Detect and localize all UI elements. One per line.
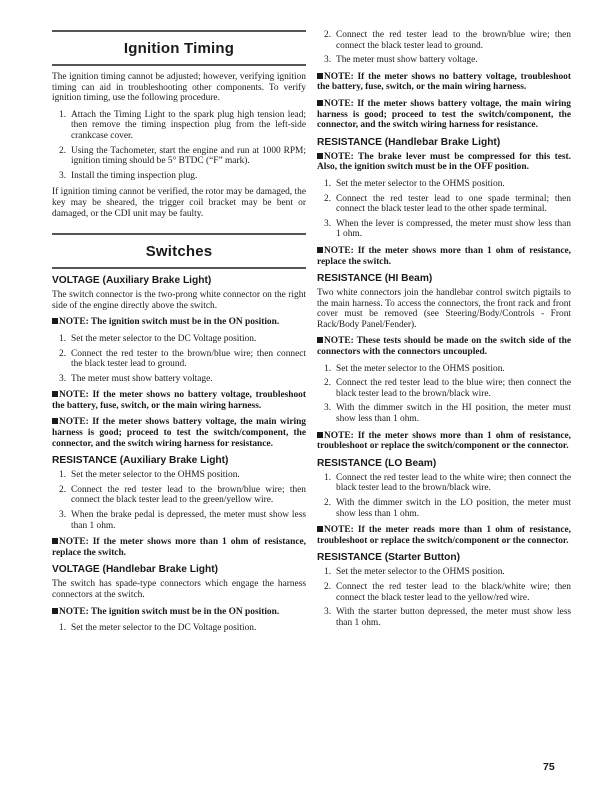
list-item: 3. With the starter button depressed, the meter must show less than 1 ohm. bbox=[324, 607, 571, 628]
voltage-aux-heading: VOLTAGE (Auxiliary Brake Light) bbox=[52, 275, 212, 287]
note: NOTE: These tests should be made on the switch side of the connectors with the connectors uncoupled. bbox=[317, 336, 571, 358]
list-item: 2. Connect the red tester to the brown/blue wire; then connect the black tester lead to ground. bbox=[59, 348, 306, 370]
bullet-square-icon bbox=[52, 418, 58, 424]
note: NOTE: The brake lever must be compressed for this test. Also, the ignition switch must be in the OFF position. bbox=[317, 151, 571, 173]
bullet-square-icon bbox=[52, 608, 58, 614]
list-item: 1. Set the meter selector to the OHMS position. bbox=[324, 567, 505, 578]
ignition-timing-title-box bbox=[52, 30, 306, 66]
list-item: 2. With the dimmer switch in the LO position, the meter must show less than 1 ohm. bbox=[324, 498, 571, 519]
list-item: 1. Set the meter selector to the OHMS position. bbox=[59, 470, 240, 481]
list-item: 2. Using the Tachometer, start the engine and run at 1000 RPM; ignition timing should be 5° BTDC (“F” mark). bbox=[59, 145, 306, 167]
note: NOTE: The ignition switch must be in the ON position. bbox=[52, 607, 306, 618]
bullet-square-icon bbox=[317, 432, 323, 438]
resistance-starter-steps bbox=[317, 567, 571, 628]
bullet-square-icon bbox=[317, 100, 323, 106]
note: NOTE: If the meter reads more than 1 ohm of resistance, troubleshoot or replace the switch/component or the connector. bbox=[317, 525, 571, 546]
resistance-aux-heading: RESISTANCE (Auxiliary Brake Light) bbox=[52, 455, 229, 467]
resistance-starter-heading: RESISTANCE (Starter Button) bbox=[317, 552, 461, 564]
note: NOTE: If the meter shows more than 1 ohm of resistance, replace the switch. bbox=[317, 245, 571, 267]
list-item: 1. Set the meter selector to the OHMS position. bbox=[324, 363, 505, 374]
list-item: 1. Set the meter selector to the DC Voltage position. bbox=[59, 623, 257, 634]
resistance-handlebar-steps bbox=[317, 179, 571, 240]
voltage-aux-steps bbox=[52, 334, 306, 384]
voltage-handlebar-body: The switch has spade-type connectors which engage the harness connectors at the switch. bbox=[52, 579, 306, 600]
resistance-handlebar-heading: RESISTANCE (Handlebar Brake Light) bbox=[317, 136, 501, 148]
voltage-aux-body: The switch connector is the two-prong white connector on the right side of the engine directly above the switch. bbox=[52, 290, 306, 311]
list-item: 3. When the brake pedal is depressed, the meter must show less than 1 ohm. bbox=[59, 510, 306, 531]
resistance-lo-heading: RESISTANCE (LO Beam) bbox=[317, 457, 437, 469]
resistance-hi-heading: RESISTANCE (HI Beam) bbox=[317, 273, 433, 285]
bullet-square-icon bbox=[317, 73, 323, 79]
ignition-timing-title: Ignition Timing bbox=[123, 39, 235, 57]
ignition-intro: The ignition timing cannot be adjusted; however, verifying ignition timing can aid in troubleshooting other components. To verify ignition timing, use the following procedure. bbox=[52, 72, 306, 104]
bullet-square-icon bbox=[52, 318, 58, 324]
list-item: 2. Connect the red tester lead to the black/white wire; then connect the black tester lead to the yellow/red wire. bbox=[324, 581, 571, 603]
bullet-square-icon bbox=[317, 153, 323, 159]
list-item: 3. The meter must show battery voltage. bbox=[59, 373, 213, 384]
voltage-handlebar-heading: VOLTAGE (Handlebar Brake Light) bbox=[52, 564, 219, 576]
list-item: 3. With the dimmer switch in the HI position, the meter must show less than 1 ohm. bbox=[324, 403, 571, 425]
bullet-square-icon bbox=[52, 538, 58, 544]
list-item: 3. The meter must show battery voltage. bbox=[324, 55, 478, 66]
list-item: 2. Connect the red tester lead to the blue wire; then connect the black tester lead to the brown/black wire. bbox=[324, 378, 571, 399]
list-item: 1. Attach the Timing Light to the spark plug high tension lead; then remove the timing inspection plug from the left-side crankcase cover. bbox=[59, 109, 306, 141]
list-item: 3. Install the timing inspection plug. bbox=[59, 170, 198, 181]
switches-title: Switches bbox=[145, 242, 213, 260]
note: NOTE: The ignition switch must be in the ON position. bbox=[52, 317, 306, 328]
list-item: 1. Set the meter selector to the OHMS position. bbox=[324, 178, 505, 189]
bullet-square-icon bbox=[52, 391, 58, 397]
ignition-outro: If ignition timing cannot be verified, the rotor may be damaged, the key may be sheared, the trigger coil bracket may be bent or damaged, or the CDI unit may be faulty. bbox=[52, 187, 306, 219]
list-item: 2. Connect the red tester lead to the brown/blue wire; then connect the black tester lead to ground. bbox=[324, 30, 571, 51]
list-item: 3. When the lever is compressed, the meter must show less than 1 ohm. bbox=[324, 218, 571, 240]
list-item: 1. Set the meter selector to the DC Voltage position. bbox=[59, 333, 257, 344]
note: NOTE: If the meter shows no battery voltage, troubleshoot the battery, fuse, switch, or the main wiring harness. bbox=[317, 71, 571, 93]
resistance-aux-steps bbox=[52, 470, 306, 531]
note: NOTE: If the meter shows battery voltage, the main wiring harness is good; proceed to test the switch/component, the connector, and the switch wiring harness for resistance. bbox=[52, 417, 306, 449]
note: NOTE: If the meter shows more than 1 ohm of resistance, replace the switch. bbox=[52, 537, 306, 558]
right-column bbox=[317, 30, 571, 634]
switches-title-box bbox=[52, 233, 306, 269]
bullet-square-icon bbox=[317, 247, 323, 253]
left-column bbox=[52, 30, 306, 640]
note: NOTE: If the meter shows more than 1 ohm of resistance, troubleshoot or replace the switch/component or the connector. bbox=[317, 430, 571, 452]
list-item: 1. Connect the red tester lead to the white wire; then connect the black tester lead to the brown/black wire. bbox=[324, 472, 571, 494]
voltage-handlebar-steps-cont bbox=[317, 30, 571, 66]
resistance-hi-steps bbox=[317, 364, 571, 425]
list-item: 2. Connect the red tester lead to one spade terminal; then connect the black tester lead to the other spade terminal. bbox=[324, 193, 571, 215]
page-number: 75 bbox=[543, 761, 555, 773]
note: NOTE: If the meter shows battery voltage, the main wiring harness is good; proceed to test the switch/component, the connector, and the switch wiring harness for resistance. bbox=[317, 98, 571, 131]
bullet-square-icon bbox=[317, 526, 323, 532]
resistance-hi-body: Two white connectors join the handlebar control switch pigtails to the main harness. To access the connectors, the front rack and front cover must be removed (see Steering/Body/Controls - Front Rack/Body Panel/Fender). bbox=[317, 288, 571, 330]
voltage-handlebar-steps bbox=[52, 623, 306, 634]
resistance-lo-steps bbox=[317, 473, 571, 519]
list-item: 2. Connect the red tester lead to the brown/blue wire; then connect the black tester lead to the green/yellow wire. bbox=[59, 484, 306, 506]
bullet-square-icon bbox=[317, 337, 323, 343]
ignition-steps bbox=[52, 110, 306, 182]
note: NOTE: If the meter shows no battery voltage, troubleshoot the battery, fuse, switch, or the main wiring harness. bbox=[52, 390, 306, 411]
